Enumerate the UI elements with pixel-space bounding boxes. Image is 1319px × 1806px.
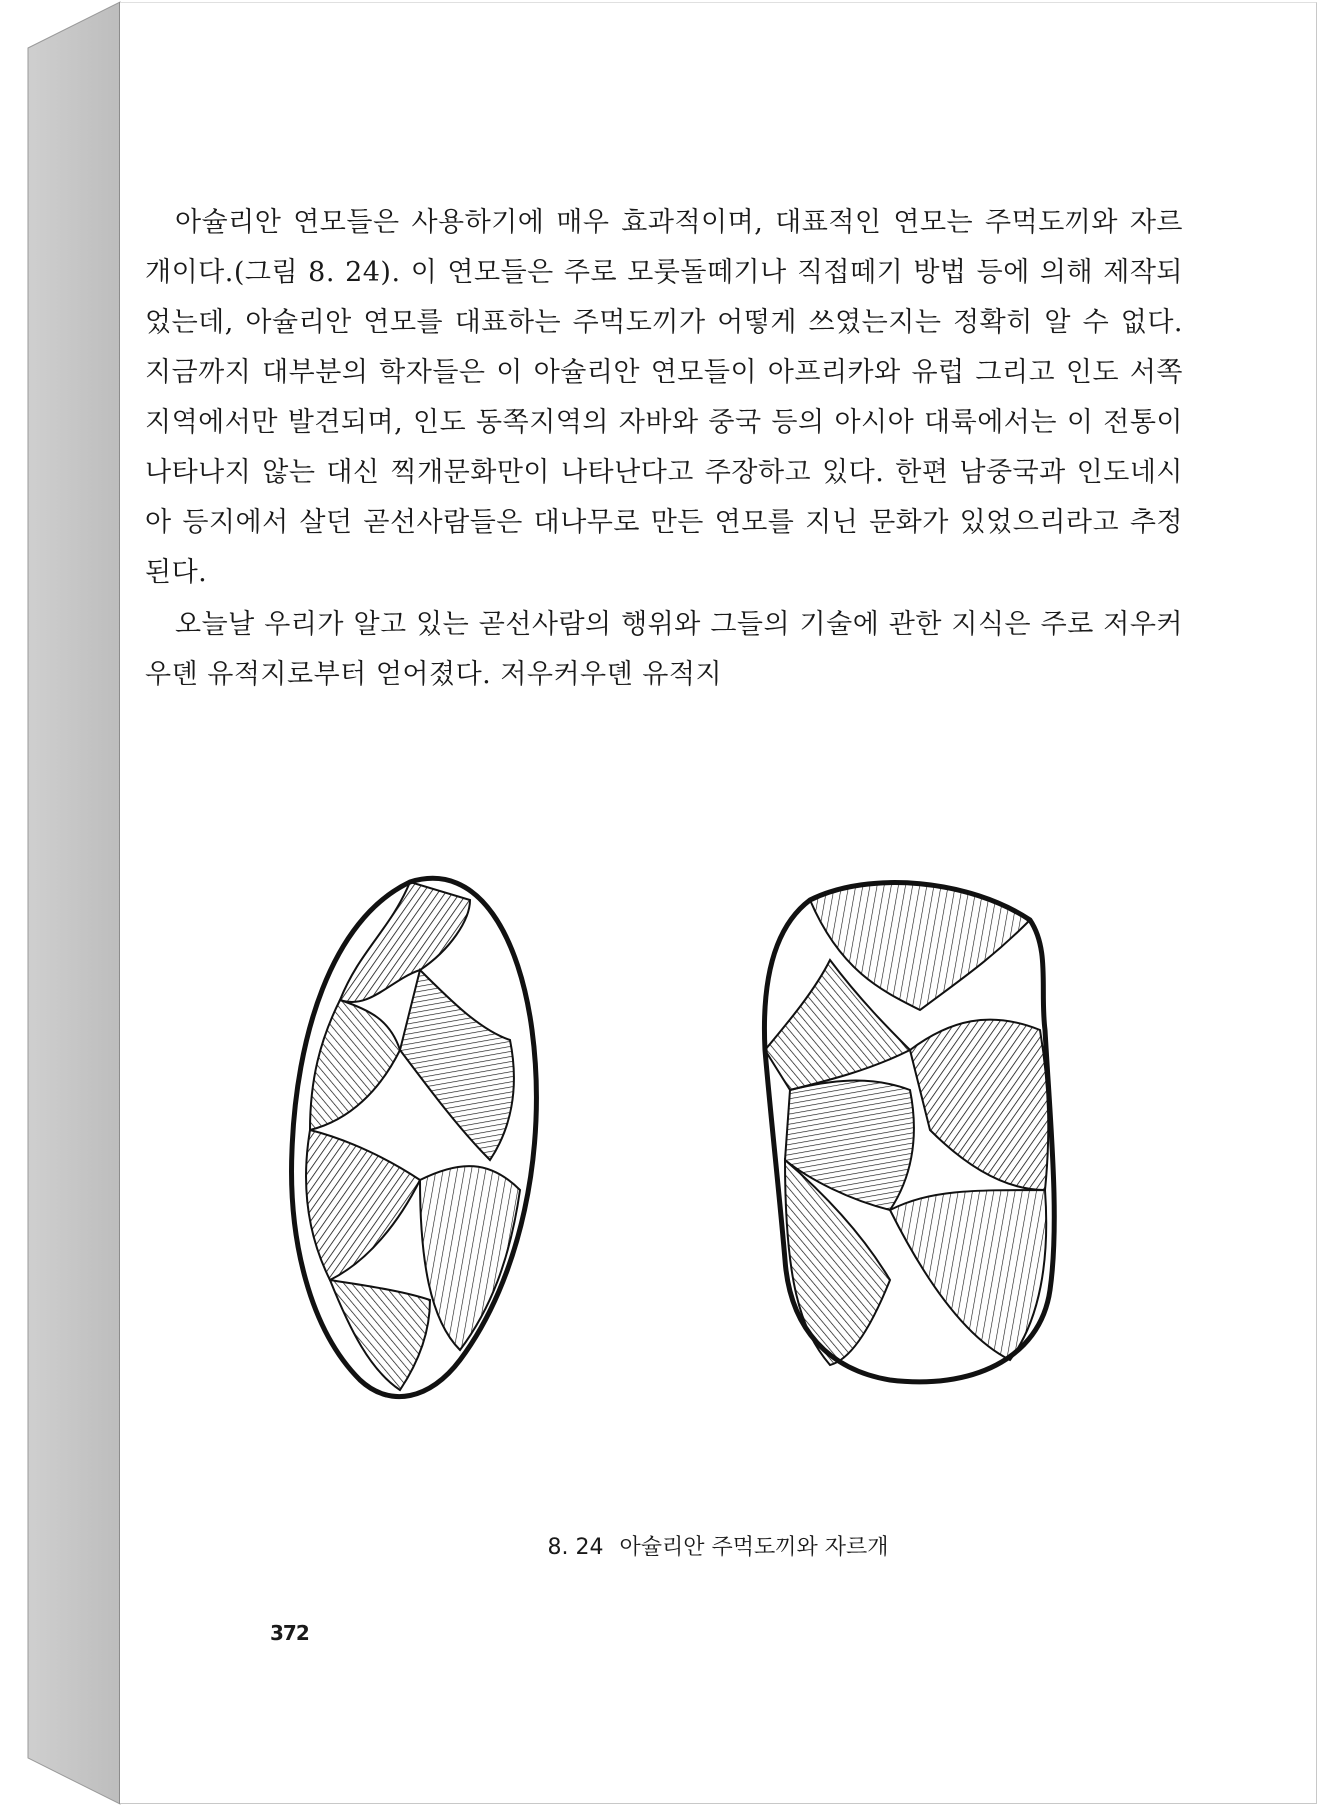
figure-caption	[120, 1530, 1316, 1561]
cleaver-drawing	[764, 883, 1054, 1382]
paragraph-1: 아슐리안 연모들은 사용하기에 매우 효과적이며, 대표적인 연모는 주먹도끼와 자르개이다.(그림 8. 24). 이 연모들은 주로 모룻돌떼기나 직접떼기 방법 등에 의해 제작되었는데, 아슐리안 연모를 대표하는 주먹도끼가 어떻게 쓰였는지는 정확히 알 수 없다. 지금까지 대부분의 학자들은 이 아슐리안 연모들이 아프리카와 유럽 그리고 인도 서쪽지역에서만 발견되며, 인도 동쪽지역의 자바와 중국 등의 아시아 대륙에서는 이 전통이 나타나지 않는 대신 찍개문화만이 나타난다고 주장하고 있다. 한편 남중국과 인도네시아 등지에서 살던 곧선사람들은 대나무로 만든 연모를 지닌 문화가 있었으리라고 추정된다.	[145, 207, 1183, 588]
handaxe-drawing	[292, 878, 537, 1396]
figure-number: 8. 24	[547, 1535, 604, 1560]
page-number: 372	[270, 1621, 309, 1645]
paragraph-2: 오늘날 우리가 알고 있는 곧선사람의 행위와 그들의 기술에 관한 지식은 주로 저우커우뎬 유적지로부터 얻어졌다. 저우커우뎬 유적지	[145, 609, 1183, 690]
body-text	[145, 198, 1183, 700]
figure-caption-text: 아슐리안 주먹도끼와 자르개	[619, 1535, 889, 1560]
figure-handaxe-and-cleaver	[270, 860, 1130, 1460]
